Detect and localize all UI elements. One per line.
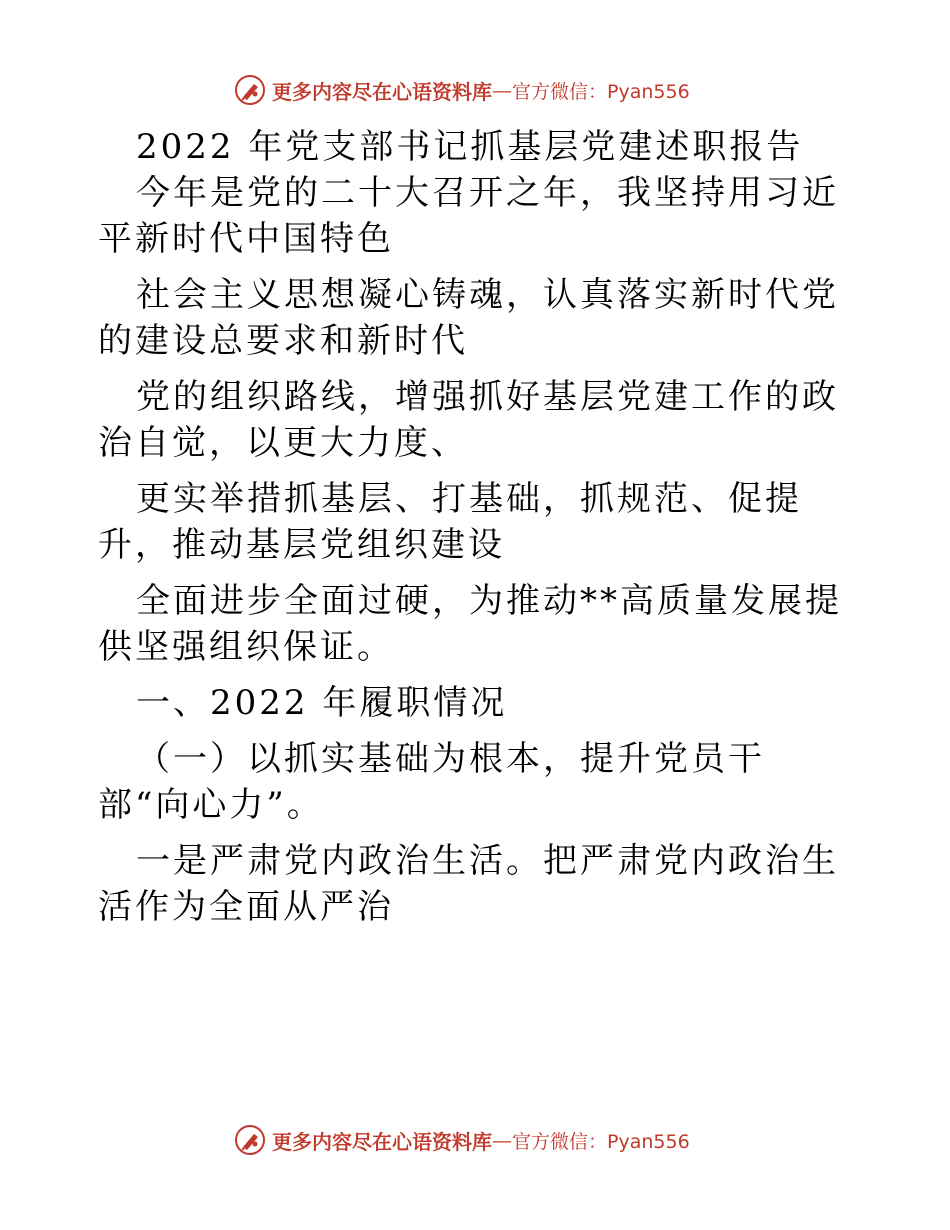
pen-nib-logo-icon [234, 74, 266, 106]
subsection-heading: （一）以抓实基础为根本，提升党员干部“向心力”。 [98, 739, 765, 825]
banner-dash: — [492, 78, 512, 102]
banner-wechat-text: 官方微信：Pyan556 [512, 1130, 690, 1153]
document-body [98, 124, 858, 930]
paragraph: 一是严肃党内政治生活。把严肃党内政治生活作为全面从严治 [98, 841, 839, 927]
pen-nib-logo-icon [234, 1124, 266, 1156]
header-banner[interactable] [234, 72, 690, 108]
document-title: 2022 年党支部书记抓基层党建述职报告 [136, 127, 804, 167]
banner-dash: — [492, 1128, 512, 1152]
footer-banner[interactable] [234, 1122, 690, 1158]
section-heading: 一、2022 年履职情况 [136, 683, 508, 723]
paragraph: 更实举措抓基层、打基础，抓规范、促提升，推动基层党组织建设 [98, 479, 802, 565]
banner-wechat-text: 官方微信：Pyan556 [512, 80, 690, 103]
paragraph: 今年是党的二十大召开之年，我坚持用习近平新时代中国特色 [98, 173, 839, 259]
paragraph: 全面进步全面过硬，为推动**高质量发展提供坚强组织保证。 [98, 581, 842, 667]
paragraph: 社会主义思想凝心铸魂，认真落实新时代党的建设总要求和新时代 [98, 275, 839, 361]
banner-main-text: 更多内容尽在心语资料库 [272, 1129, 492, 1154]
banner-main-text: 更多内容尽在心语资料库 [272, 79, 492, 104]
paragraph: 党的组织路线，增强抓好基层党建工作的政治自觉，以更大力度、 [98, 377, 839, 463]
